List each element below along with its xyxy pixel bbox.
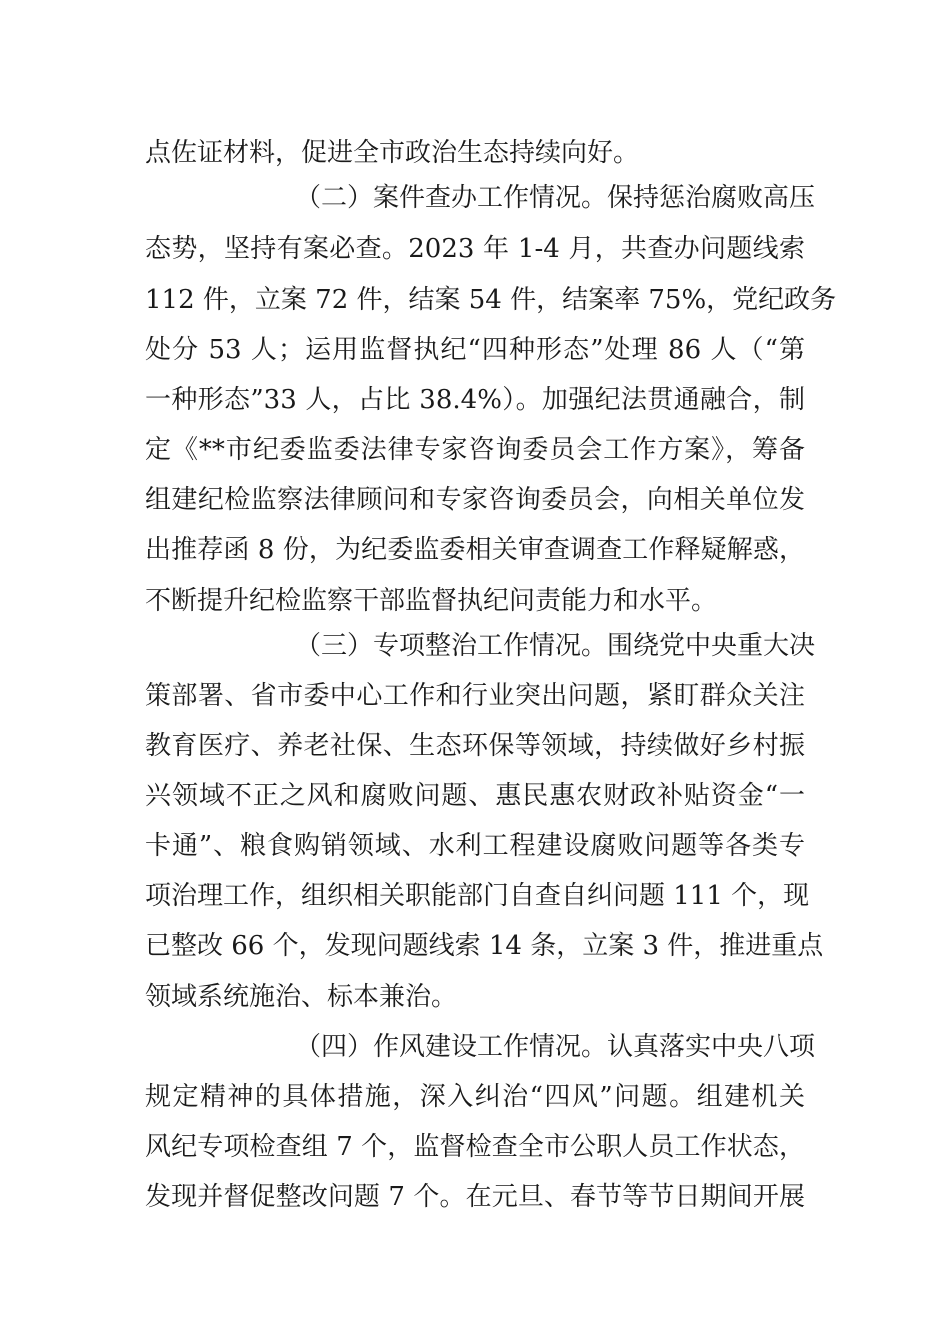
body-text-line: 规定精神的具体措施，深入纠治“四风”问题。组建机关 <box>145 1082 805 1112</box>
body-text-line: 出推荐函 8 份，为纪委监委相关审查调查工作释疑解惑， <box>145 535 805 565</box>
body-text-line: 态势，坚持有案必查。2023 年 1-4 月，共查办问题线索 <box>145 234 805 264</box>
body-text-line: 项治理工作，组织相关职能部门自查自纠问题 111 个，现 <box>145 881 810 911</box>
section-heading-line: （二）案件查办工作情况。保持惩治腐败高压 <box>295 183 816 213</box>
section-heading-line: （三）专项整治工作情况。围绕党中央重大决 <box>295 631 816 661</box>
body-text-line: 已整改 66 个，发现问题线索 14 条，立案 3 件，推进重点 <box>145 931 824 961</box>
body-text-line: 112 件，立案 72 件，结案 54 件，结案率 75%，党纪政务 <box>145 285 837 315</box>
section-heading-line: （四）作风建设工作情况。认真落实中央八项 <box>295 1032 816 1062</box>
body-text-line: 教育医疗、养老社保、生态环保等领域，持续做好乡村振 <box>145 731 805 761</box>
body-text-line: 组建纪检监察法律顾问和专家咨询委员会，向相关单位发 <box>145 485 805 515</box>
body-text-line: 定《**市纪委监委法律专家咨询委员会工作方案》，筹备 <box>145 435 805 465</box>
body-text-line: 策部署、省市委中心工作和行业突出问题，紧盯群众关注 <box>145 681 805 711</box>
body-text-line: 发现并督促整改问题 7 个。在元旦、春节等节日期间开展 <box>145 1182 805 1212</box>
body-text-line: 点佐证材料，促进全市政治生态持续向好。 <box>145 138 640 168</box>
body-text-line: 一种形态”33 人，占比 38.4%）。加强纪法贯通融合，制 <box>145 385 805 415</box>
body-text-line: 卡通”、粮食购销领域、水利工程建设腐败问题等各类专 <box>145 831 805 861</box>
body-text-line: 处分 53 人；运用监督执纪“四种形态”处理 86 人（“第 <box>145 335 805 365</box>
body-text-line: 领域系统施治、标本兼治。 <box>145 982 458 1012</box>
body-text-line: 不断提升纪检监察干部监督执纪问责能力和水平。 <box>145 586 718 616</box>
body-text-line: 兴领域不正之风和腐败问题、惠民惠农财政补贴资金“一 <box>145 781 805 811</box>
body-text-line: 风纪专项检查组 7 个，监督检查全市公职人员工作状态， <box>145 1132 805 1162</box>
